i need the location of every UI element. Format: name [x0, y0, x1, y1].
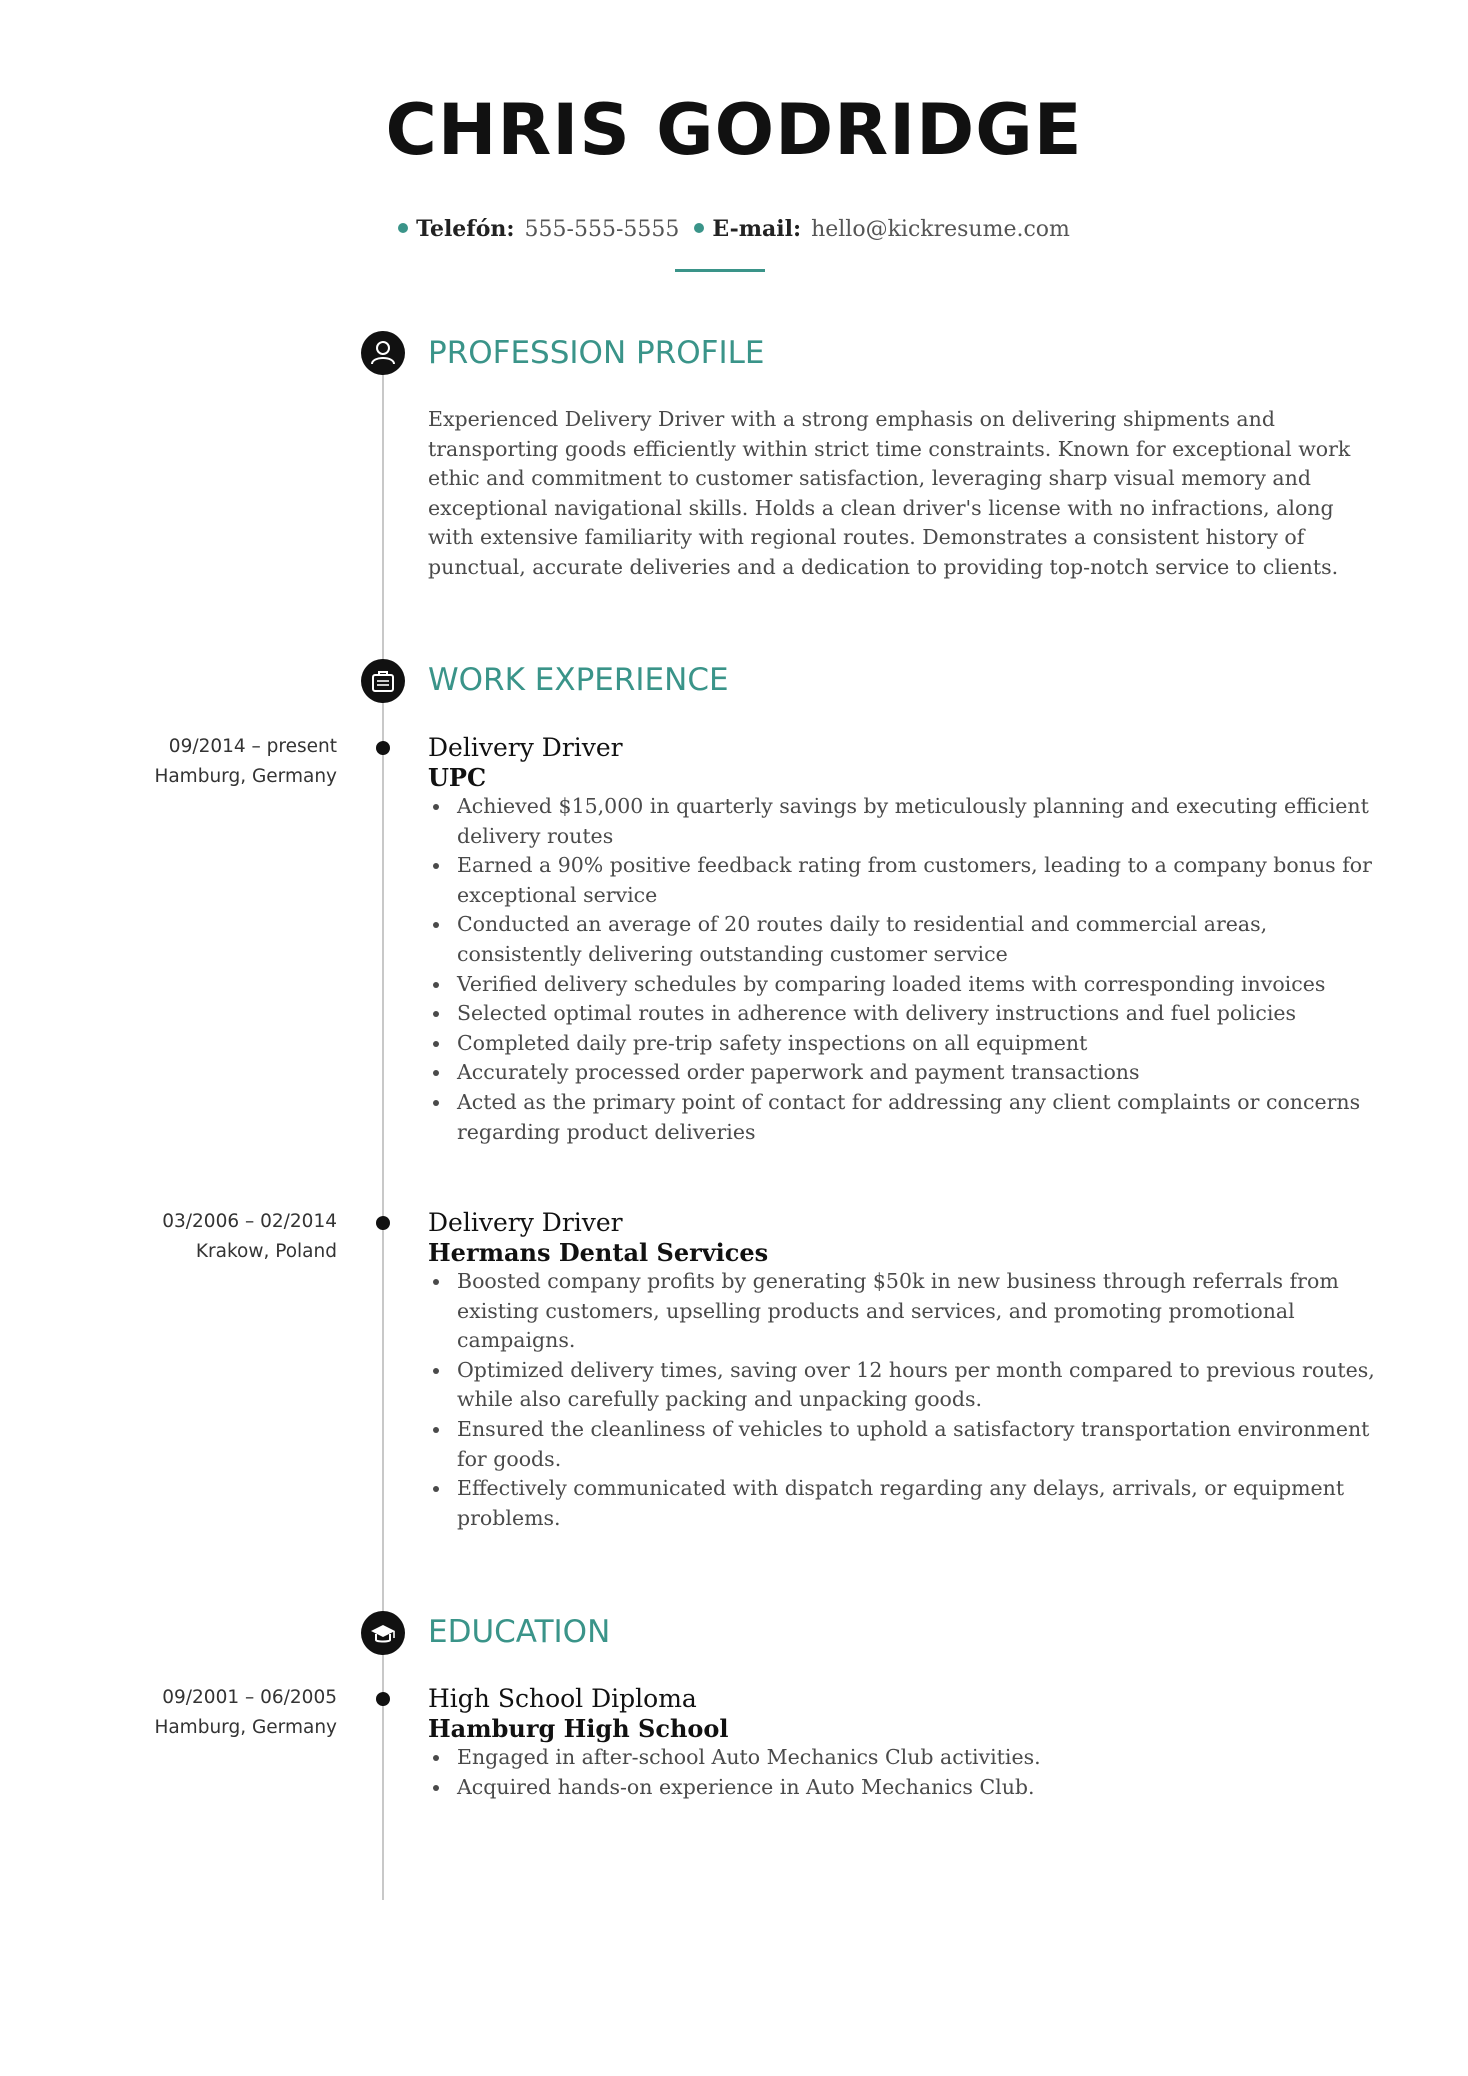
profile-line: punctual, accurate deliveries and a dedication to providing top-notch service to clients. [428, 554, 1339, 579]
list-item: Effectively communicated with dispatch regarding any delays, arrivals, or equipment problems. [428, 1474, 1388, 1533]
list-item: Conducted an average of 20 routes daily to residential and commercial areas, consistently delivering outstanding customer service [428, 910, 1388, 969]
company-name: UPC [428, 763, 487, 792]
candidate-name: CHRIS GODRIDGE [385, 89, 1083, 171]
entry-dates: 09/2014 – present [168, 736, 337, 757]
list-item: Acquired hands-on experience in Auto Mechanics Club. [428, 1773, 1388, 1803]
company-name: Hermans Dental Services [428, 1238, 769, 1267]
education-entry [428, 1684, 1388, 1802]
achievement-list [428, 792, 1388, 1147]
school-name: Hamburg High School [428, 1714, 729, 1743]
degree-title: High School Diploma [428, 1684, 697, 1713]
timeline-dot [376, 741, 390, 755]
phone-value: 555-555-5555 [524, 217, 680, 242]
timeline-dot [376, 1216, 390, 1230]
list-item: Earned a 90% positive feedback rating from customers, leading to a company bonus for exceptional service [428, 851, 1388, 910]
work-entry [428, 1208, 1388, 1533]
bullet-dot-icon [398, 223, 408, 233]
entry-location: Krakow, Poland [195, 1240, 337, 1262]
list-item: Verified delivery schedules by comparing loaded items with corresponding invoices [428, 970, 1388, 1000]
list-item: Engaged in after-school Auto Mechanics Club activities. [428, 1743, 1388, 1773]
profile-summary [428, 405, 1388, 583]
phone-label: Telefón: [416, 216, 515, 242]
list-item: Accurately processed order paperwork and payment transactions [428, 1058, 1388, 1088]
profile-line: transporting goods efficiently within strict time constraints. Known for exceptional work [428, 436, 1351, 461]
bullet-dot-icon [694, 223, 704, 233]
section-title-profile: PROFESSION PROFILE [428, 335, 765, 371]
profile-line: with extensive familiarity with regional routes. Demonstrates a consistent history of [428, 525, 1305, 550]
entry-location: Hamburg, Germany [154, 1716, 337, 1738]
list-item: Boosted company profits by generating $50k in new business through referrals from existing customers, upselling products and services, and promoting promotional campaigns. [428, 1267, 1388, 1356]
profile-line: Experienced Delivery Driver with a strong emphasis on delivering shipments and [428, 407, 1275, 431]
timeline-dot [376, 1692, 390, 1706]
education-entry-meta [60, 1683, 337, 1742]
work-entry-meta [60, 732, 337, 791]
list-item: Achieved $15,000 in quarterly savings by meticulously planning and executing efficient delivery routes [428, 792, 1388, 851]
list-item: Completed daily pre-trip safety inspections on all equipment [428, 1029, 1388, 1059]
contact-line [0, 214, 1468, 245]
section-title-work: WORK EXPERIENCE [428, 662, 729, 698]
timeline-line [382, 360, 384, 1900]
email-value: hello@kickresume.com [811, 217, 1070, 242]
person-icon [361, 331, 405, 375]
section-title-education: EDUCATION [428, 1614, 611, 1650]
graduation-cap-icon [361, 1611, 405, 1655]
list-item: Optimized delivery times, saving over 12 hours per month compared to previous routes, while also carefully packing and unpacking goods. [428, 1356, 1388, 1415]
work-entry-meta [60, 1207, 337, 1266]
header-divider [675, 269, 765, 272]
list-item: Selected optimal routes in adherence with delivery instructions and fuel policies [428, 999, 1388, 1029]
list-item: Ensured the cleanliness of vehicles to uphold a satisfactory transportation environment for goods. [428, 1415, 1388, 1474]
list-item: Acted as the primary point of contact for addressing any client complaints or concerns regarding product deliveries [428, 1088, 1388, 1147]
entry-dates: 09/2001 – 06/2005 [162, 1687, 337, 1708]
email-label: E-mail: [712, 216, 802, 242]
achievement-list [428, 1267, 1388, 1533]
profile-line: exceptional navigational skills. Holds a clean driver's license with no infractions, along [428, 495, 1334, 520]
work-entry [428, 733, 1388, 1147]
achievement-list [428, 1743, 1388, 1802]
entry-dates: 03/2006 – 02/2014 [162, 1211, 337, 1232]
entry-location: Hamburg, Germany [154, 765, 337, 787]
profile-line: ethic and commitment to customer satisfaction, leveraging sharp visual memory and [428, 466, 1311, 491]
briefcase-icon [361, 659, 405, 703]
job-title: Delivery Driver [428, 733, 623, 762]
job-title: Delivery Driver [428, 1208, 623, 1237]
